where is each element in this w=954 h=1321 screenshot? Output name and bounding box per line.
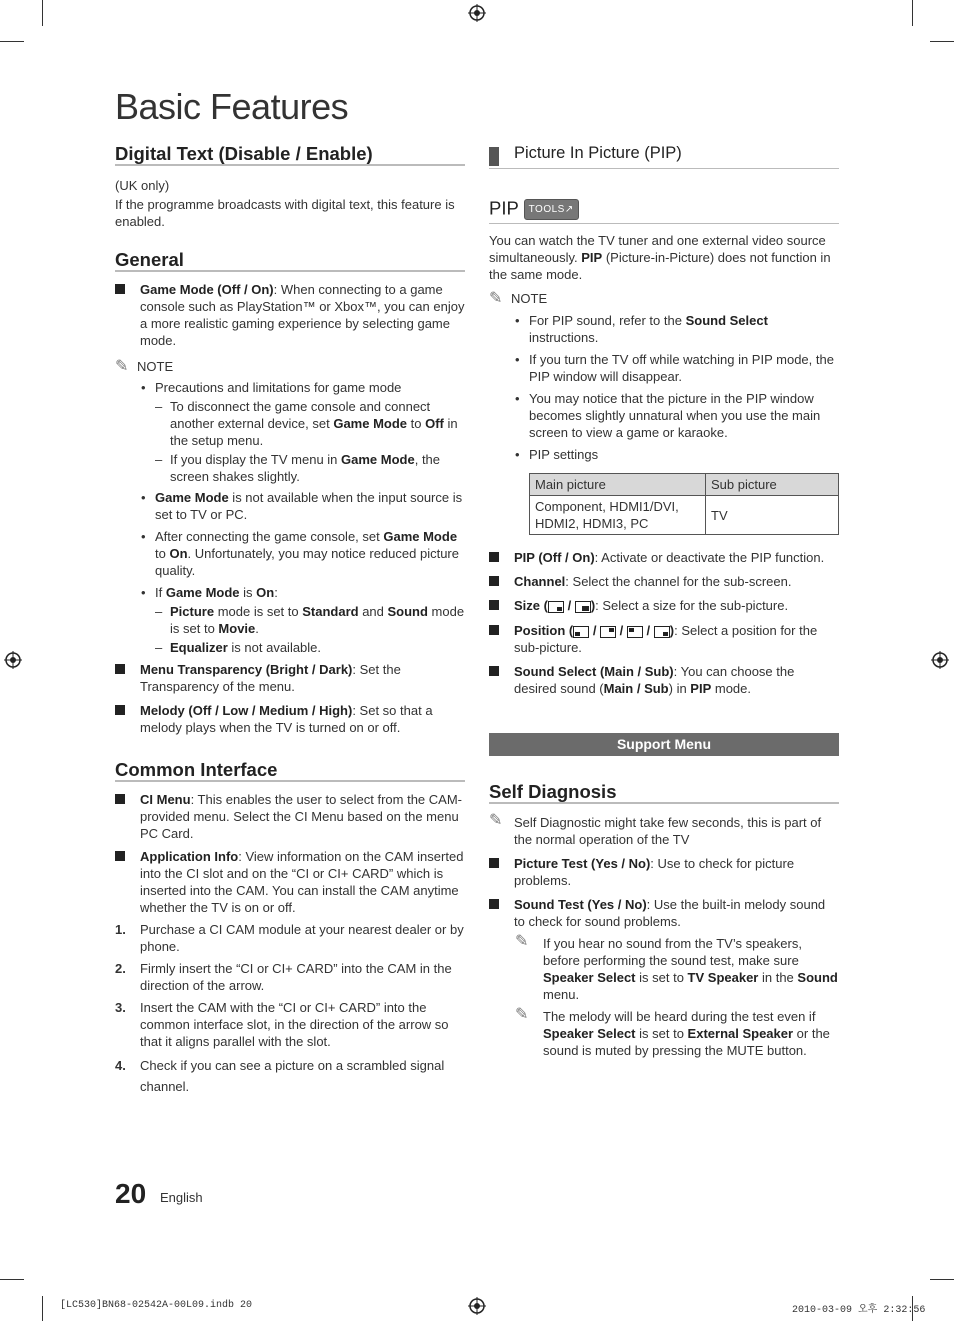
note-bullet-text: Precautions and limitations for game mode bbox=[155, 380, 402, 395]
application-info-label: Application Info bbox=[140, 849, 239, 864]
sound-select-item: Sound Select (Main / Sub): You can choose the desired sound (Main / Sub) in PIP mode. bbox=[489, 663, 839, 697]
file-info: [LC530]BN68-02542A-00L09.indb 20 bbox=[60, 1300, 253, 1311]
pip-top-right-icon bbox=[600, 626, 616, 638]
ci-menu-text: : This enables the user to select from the CAM-provided menu. Select the CI Menu based on the menu PC Card. bbox=[140, 792, 462, 841]
sound-test-item: Sound Test (Yes / No): Use the built-in melody sound to check for sound problems. bbox=[489, 896, 839, 930]
ci-menu-label: CI Menu bbox=[140, 792, 191, 807]
left-column bbox=[115, 145, 465, 1097]
square-bullet-icon bbox=[115, 794, 125, 804]
square-bullet-icon bbox=[489, 576, 499, 586]
pencil-note-icon: ✎ bbox=[515, 933, 529, 950]
square-bullet-icon bbox=[489, 600, 499, 610]
menu-transparency-text: : Set the Transparency of the menu. bbox=[140, 662, 401, 694]
crop-mark bbox=[0, 41, 24, 42]
crop-mark bbox=[0, 1279, 24, 1280]
note-bullet: • If you turn the TV off while watching in PIP mode, the PIP window will disappear. bbox=[515, 352, 834, 384]
note-bullet: • You may notice that the picture in the PIP window becomes slightly unnatural when you use the main screen to view a game or karaoke. bbox=[515, 391, 821, 440]
pip-section-header bbox=[489, 144, 839, 169]
note-label: NOTE bbox=[137, 358, 174, 374]
note-label: NOTE bbox=[511, 290, 548, 306]
square-bullet-icon bbox=[489, 625, 499, 635]
table-header-sub: Sub picture bbox=[706, 474, 839, 496]
pip-intro: You can watch the TV tuner and one external video source simultaneously. PIP (Picture-in-Picture) does not function in the same mode. bbox=[489, 233, 831, 282]
registration-mark-icon bbox=[468, 1297, 486, 1315]
application-info-text: : View information on the CAM inserted into the CI slot and on the “CI or CI+ CARD” which is inserted into the CAM. You can install the CAM anytime whether the TV is on or off. bbox=[140, 849, 464, 915]
table-header-main: Main picture bbox=[530, 474, 706, 496]
table-cell-sub: TV bbox=[706, 496, 839, 535]
table-cell-main: Component, HDMI1/DVI, HDMI2, HDMI3, PC bbox=[530, 496, 706, 535]
self-diagnosis-note: ✎ Self Diagnostic might take few seconds, this is part of the normal operation of the TV bbox=[489, 812, 822, 847]
crop-mark bbox=[42, 0, 43, 26]
registration-mark-icon bbox=[931, 651, 949, 669]
registration-mark-icon bbox=[4, 651, 22, 669]
note-bullet: • Precautions and limitations for game mode bbox=[141, 380, 402, 395]
melody-item bbox=[115, 702, 465, 736]
pip-top-left-icon bbox=[627, 626, 643, 638]
step-item: 4. Check if you can see a picture on a scrambled signal channel. bbox=[115, 1058, 445, 1094]
note-bullet: • If Game Mode is On: bbox=[141, 585, 278, 600]
pencil-note-icon: ✎ bbox=[489, 289, 503, 307]
uk-only-text: (UK only) bbox=[115, 178, 170, 193]
square-bullet-icon bbox=[115, 851, 125, 861]
step-item: 3. Insert the CAM with the “CI or CI+ CARD” into the common interface slot, in the direction of the arrow so that it aligns parallel with the slot. bbox=[115, 1000, 449, 1049]
language-label: English bbox=[160, 1190, 203, 1205]
note-bullet: • Game Mode is not available when the input source is set to TV or PC. bbox=[141, 490, 463, 522]
melody-label: Melody (Off / Low / Medium / High) bbox=[140, 703, 353, 718]
sound-test-note: ✎ The melody will be heard during the test even if Speaker Select is set to External Speaker or the sound is muted by pressing the MUTE button. bbox=[515, 1006, 830, 1058]
note-header bbox=[115, 357, 465, 375]
tools-badge: TOOLS↗ bbox=[524, 199, 579, 220]
note-dash: – To disconnect the game console and connect another external device, set Game Mode to Off in the setup menu. bbox=[155, 399, 458, 448]
general-heading: General bbox=[115, 251, 465, 272]
square-bullet-icon bbox=[115, 284, 125, 294]
note-dash: – Picture mode is set to Standard and Sound mode is set to Movie. bbox=[155, 604, 465, 636]
pip-bottom-right-icon bbox=[654, 626, 670, 638]
pip-large-size-icon bbox=[575, 601, 591, 613]
square-bullet-icon bbox=[489, 858, 499, 868]
crop-mark bbox=[42, 1296, 43, 1321]
game-mode-label: Game Mode (Off / On) bbox=[140, 282, 274, 297]
square-bullet-icon bbox=[489, 552, 499, 562]
section-marker bbox=[489, 147, 499, 166]
registration-mark-icon bbox=[468, 4, 486, 22]
page-title: Basic Features bbox=[115, 86, 349, 127]
step-item: 2. Firmly insert the “CI or CI+ CARD” into the CAM in the direction of the arrow. bbox=[115, 961, 452, 993]
pencil-note-icon: ✎ bbox=[515, 1006, 529, 1023]
size-item: Size ( / ): Select a size for the sub-picture. bbox=[489, 597, 839, 614]
picture-test-item: Picture Test (Yes / No): Use to check for picture problems. bbox=[489, 855, 839, 889]
square-bullet-icon bbox=[115, 705, 125, 715]
pip-settings-table bbox=[529, 473, 839, 535]
application-info-item bbox=[115, 848, 465, 916]
menu-transparency-item bbox=[115, 661, 465, 695]
sound-test-note: ✎ If you hear no sound from the TV’s speakers, before performing the sound test, make sure Speaker Select is set to TV Speaker in the Sound menu. bbox=[515, 933, 838, 1002]
date-info: 2010-03-09 오후 2:32:56 bbox=[792, 1305, 926, 1316]
note-bullet: • PIP settings bbox=[515, 447, 599, 462]
crop-mark bbox=[930, 41, 954, 42]
menu-transparency-label: Menu Transparency (Bright / Dark) bbox=[140, 662, 353, 677]
digital-text-heading: Digital Text (Disable / Enable) bbox=[115, 145, 465, 166]
common-interface-heading: Common Interface bbox=[115, 761, 465, 782]
square-bullet-icon bbox=[115, 664, 125, 674]
page-number: 20 bbox=[115, 1178, 147, 1209]
square-bullet-icon bbox=[489, 899, 499, 909]
pip-onoff-item: PIP (Off / On): Activate or deactivate the PIP function. bbox=[489, 549, 839, 566]
note-bullet: • For PIP sound, refer to the Sound Select instructions. bbox=[515, 313, 768, 345]
pip-small-size-icon bbox=[548, 601, 564, 613]
game-mode-item bbox=[115, 281, 465, 349]
pip-title-row bbox=[489, 199, 839, 220]
note-header bbox=[489, 289, 839, 307]
melody-text: : Set so that a melody plays when the TV is turned on or off. bbox=[140, 703, 433, 735]
game-mode-text: : When connecting to a game console such as PlayStation™ or Xbox™, you can enjoy a more realistic gaming experience by selecting game mode. bbox=[140, 282, 465, 348]
pencil-note-icon: ✎ bbox=[489, 812, 503, 829]
pencil-note-icon: ✎ bbox=[115, 357, 129, 375]
right-column bbox=[489, 144, 839, 1059]
square-bullet-icon bbox=[489, 666, 499, 676]
step-item: 1. Purchase a CI CAM module at your nearest dealer or by phone. bbox=[115, 922, 464, 954]
pip-section-heading: Picture In Picture (PIP) bbox=[514, 144, 682, 162]
note-bullet: • After connecting the game console, set Game Mode to On. Unfortunately, you may notice reduced picture quality. bbox=[141, 529, 459, 578]
support-menu-banner: Support Menu bbox=[489, 733, 839, 756]
note-dash: – Equalizer is not available. bbox=[155, 640, 322, 655]
crop-mark bbox=[912, 0, 913, 26]
position-item: Position ( / / / ): Select a position for the sub-picture. bbox=[489, 622, 839, 656]
crop-mark bbox=[930, 1279, 954, 1280]
channel-item: Channel: Select the channel for the sub-screen. bbox=[489, 573, 839, 590]
ci-menu-item bbox=[115, 791, 465, 842]
divider bbox=[489, 223, 839, 224]
self-diagnosis-heading: Self Diagnosis bbox=[489, 783, 839, 804]
pip-bottom-left-icon bbox=[573, 626, 589, 638]
note-dash: – If you display the TV menu in Game Mode, the screen shakes slightly. bbox=[155, 452, 441, 484]
pip-title: PIP bbox=[489, 197, 519, 219]
digital-text-desc: If the programme broadcasts with digital text, this feature is enabled. bbox=[115, 197, 455, 229]
